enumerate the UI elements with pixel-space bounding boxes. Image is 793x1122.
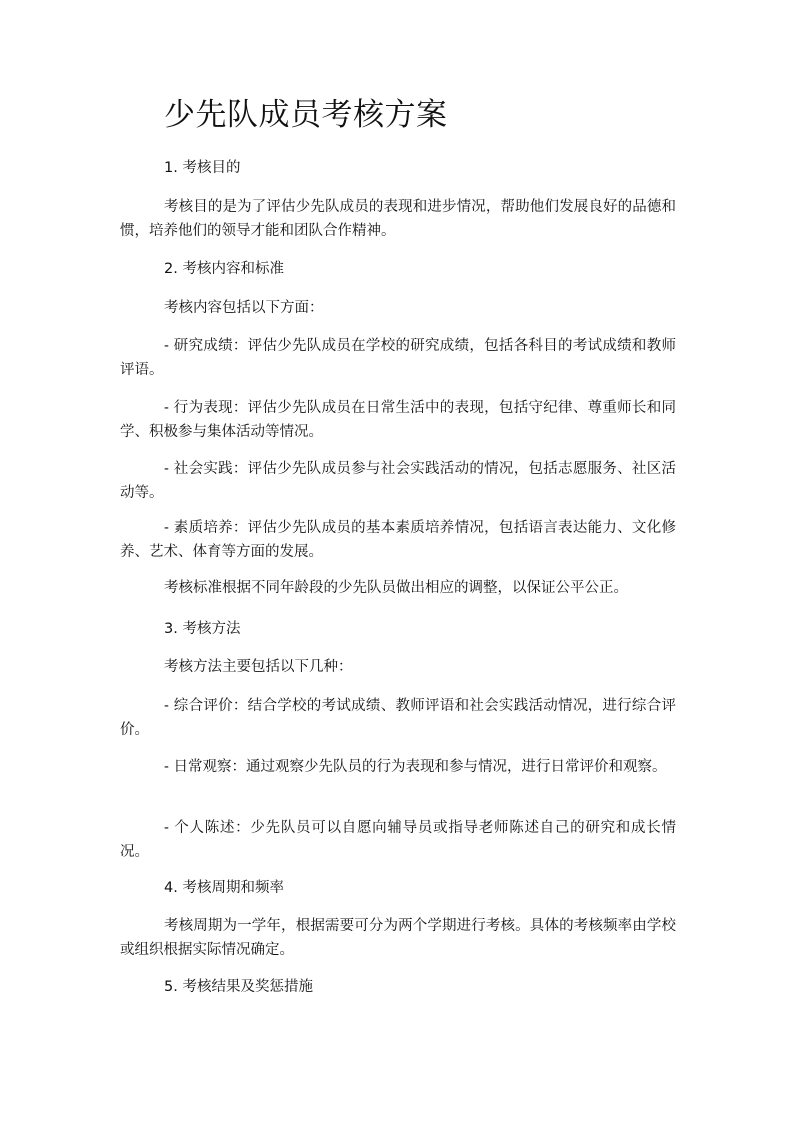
page-title: 少先队成员考核方案 — [164, 97, 448, 133]
list-item-social-practice: - 社会实践：评估少先队成员参与社会实践活动的情况，包括志愿服务、社区活动等。 — [120, 461, 676, 501]
section-heading-method: 3. 考核方法 — [164, 621, 241, 637]
section-heading-purpose: 1. 考核目的 — [164, 160, 241, 176]
list-item-quality: - 素质培养：评估少先队成员的基本素质培养情况，包括语言表达能力、文化修养、艺术、体育等方面的发展。 — [120, 520, 676, 560]
paragraph-content-intro: 考核内容包括以下方面： — [164, 300, 324, 316]
section-heading-cycle: 4. 考核周期和频率 — [164, 880, 284, 896]
section-heading-content: 2. 考核内容和标准 — [164, 261, 284, 277]
list-item-observation: - 日常观察：通过观察少先队员的行为表现和参与情况，进行日常评价和观察。 — [164, 759, 667, 775]
list-item-comprehensive: - 综合评价：结合学校的考试成绩、教师评语和社会实践活动情况，进行综合评价。 — [120, 698, 676, 738]
paragraph-method-intro: 考核方法主要包括以下几种： — [164, 659, 353, 675]
list-item-study: - 研究成绩：评估少先队成员在学校的研究成绩，包括各科目的考试成绩和教师评语。 — [120, 338, 676, 378]
list-item-statement: - 个人陈述：少先队员可以自愿向辅导员或指导老师陈述自己的研究和成长情况。 — [120, 820, 676, 860]
paragraph-cycle: 考核周期为一学年，根据需要可分为两个学期进行考核。具体的考核频率由学校或组织根据实际情况确定。 — [120, 918, 676, 958]
paragraph-standard: 考核标准根据不同年龄段的少先队员做出相应的调整，以保证公平公正。 — [164, 580, 628, 596]
paragraph-purpose: 考核目的是为了评估少先队成员的表现和进步情况，帮助他们发展良好的品德和惯，培养他们的领导才能和团队合作精神。 — [120, 199, 676, 239]
section-heading-results: 5. 考核结果及奖惩措施 — [164, 979, 313, 995]
list-item-behavior: - 行为表现：评估少先队成员在日常生活中的表现，包括守纪律、尊重师长和同学、积极参与集体活动等情况。 — [120, 400, 676, 440]
